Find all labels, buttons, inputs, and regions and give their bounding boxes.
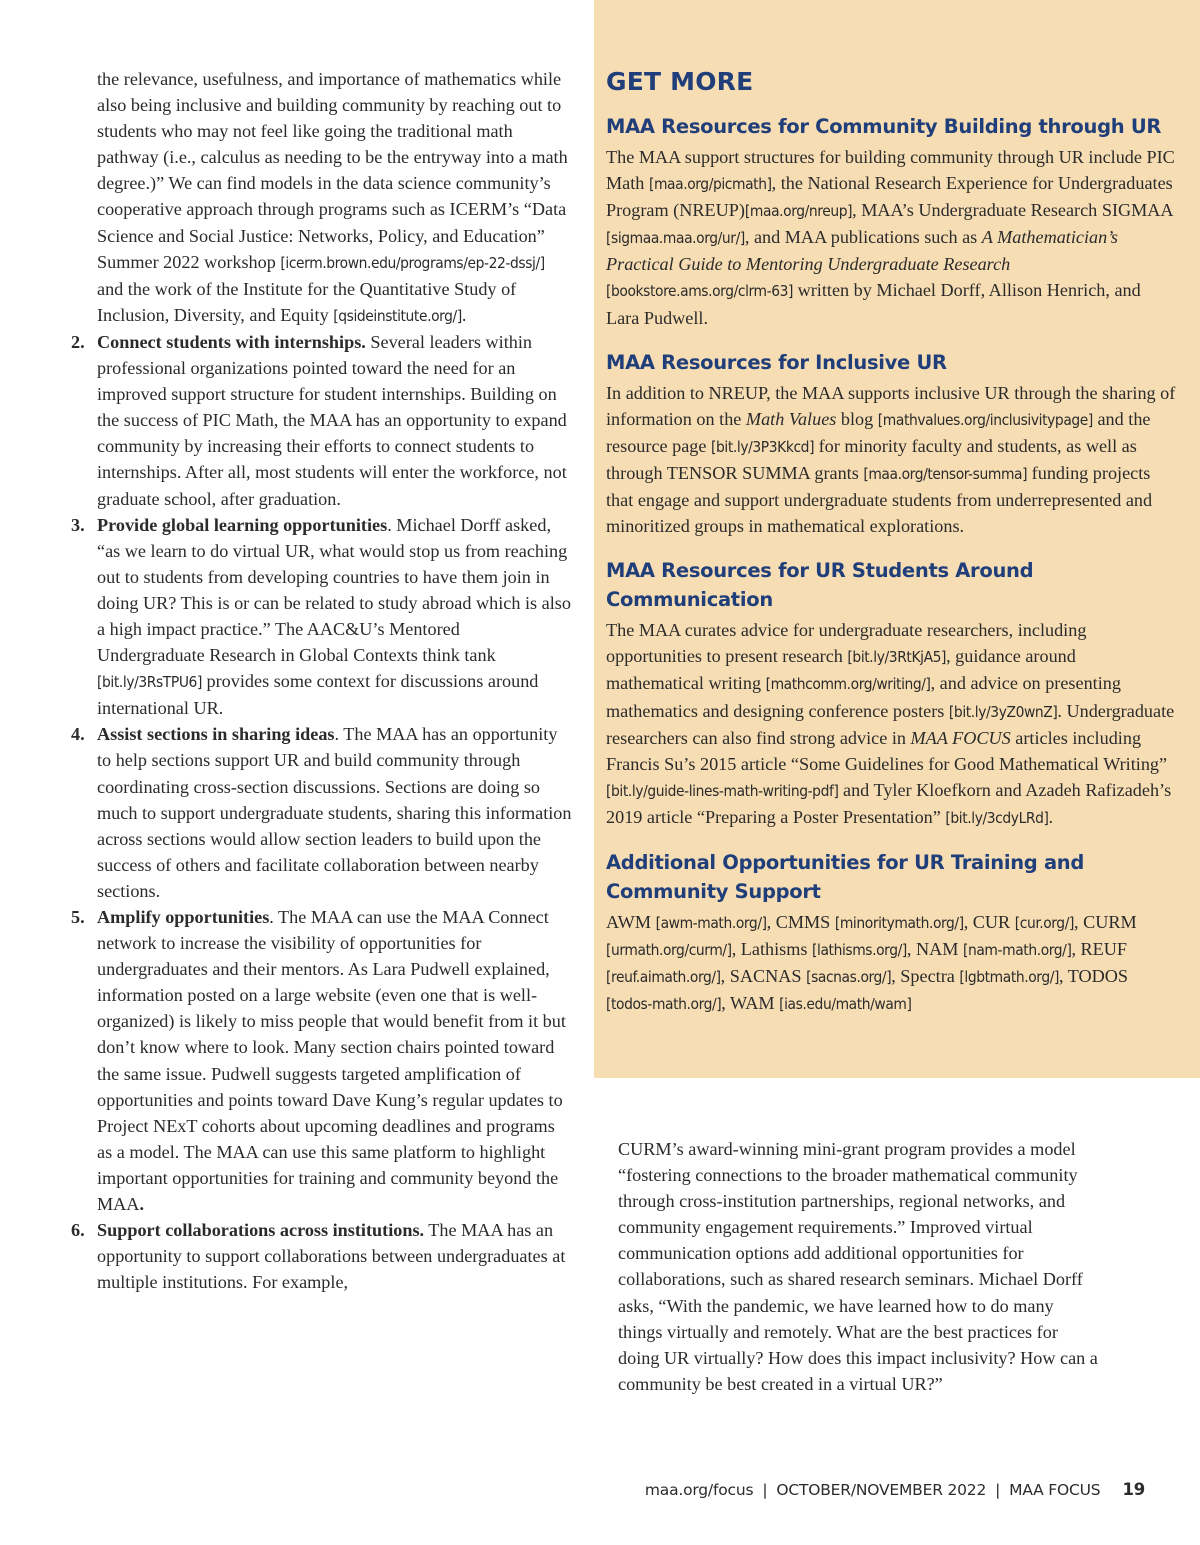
list-item-text: Several leaders within professional organizations pointed toward the need for an improved support structure for student internships. Building on the success of PIC Math, the MAA has an opportunity to expand community by increasing their efforts to connect students to internships. After all, most students will enter the workforce, not graduate school, after graduation. — [97, 331, 567, 509]
url-qside[interactable]: [qsideinstitute.org/] — [333, 306, 462, 325]
text-segment: . — [1048, 806, 1054, 827]
list-number: 5. — [71, 907, 85, 927]
text-segment: , NAM — [906, 939, 963, 960]
text-segment: , WAM — [721, 993, 780, 1014]
text-segment: blog — [836, 408, 878, 429]
text-segment: , MAA’s Undergraduate Research SIGMAA — [852, 200, 1173, 221]
text-segment: , guidance around mathematical writing — [606, 646, 1076, 694]
url-spectra[interactable]: [lgbtmath.org/] — [959, 968, 1059, 987]
footer-separator: | — [762, 1481, 768, 1499]
url-resource-page[interactable]: [bit.ly/3P3Kkcd] — [711, 437, 815, 456]
text-segment: , SACNAS — [720, 966, 807, 987]
text-segment: . — [461, 304, 467, 325]
text-segment: for minority faculty and students, as well as through TENSOR SUMMA grants — [606, 435, 1137, 483]
book-title: A Mathematician’s Practical Guide to Mentoring Undergraduate Research — [606, 227, 1119, 275]
sidebar-title: GET MORE — [606, 67, 754, 96]
url-nreup[interactable]: [maa.org/nreup] — [744, 202, 853, 221]
url-bookstore[interactable]: [bookstore.ams.org/clrm-63] — [606, 282, 794, 301]
text-segment: , CUR — [963, 911, 1015, 932]
list-item-text: . The MAA can use the MAA Connect network to increase the visibility of opportunities for undergraduates and their mentors. As Lara Pudwell explained, information posted on a large website (even one that is well-organized) is likely to miss people that would benefit from it but don’t know where to look. Many section chairs pointed toward the same issue. Pudwell suggests targeted amplification of opportunities and points toward Dave Kung’s regular updates to Project NExT cohorts about upcoming deadlines and programs as a model. The MAA can use this same platform to highlight important opportunities for training and community beyond the MAA — [97, 907, 566, 1215]
sidebar-paragraph-communication — [606, 617, 1176, 831]
url-mathcomm[interactable]: [mathcomm.org/writing/] — [765, 675, 931, 694]
page-number: 19 — [1122, 1480, 1145, 1499]
url-sacnas[interactable]: [sacnas.org/] — [806, 968, 892, 987]
list-item-lead: Connect students with internships. — [97, 331, 366, 352]
url-guidelines[interactable]: [bit.ly/guide-lines-math-writing-pdf] — [606, 781, 839, 800]
url-picmath[interactable]: [maa.org/picmath] — [648, 175, 772, 194]
text-segment: funding projects that engage and support undergraduate students from underrepresented and minoritized groups in mathematical explorations. — [606, 462, 1153, 537]
text-segment: In addition to NREUP, the MAA supports inclusive UR through the sharing of information on the — [606, 382, 1176, 429]
list-number: 2. — [71, 331, 85, 352]
text-segment: , Lathisms — [731, 939, 813, 960]
intro-paragraph — [67, 66, 572, 329]
text-segment: The MAA curates advice for undergraduate researchers, including opportunities to present research — [606, 620, 1087, 667]
sidebar-heading-inclusive: MAA Resources for Inclusive UR — [606, 350, 947, 374]
list-item-text: . The MAA has an opportunity to help sections support UR and build community through coordinating cross-section discussions. Sections are doing so much to support undergraduate students, sharing this information across sections would allow section leaders to build upon the success of others and facilitate collaboration between nearby sections. — [97, 724, 572, 901]
list-item-lead: Amplify opportunities — [97, 907, 270, 927]
footer-site[interactable]: maa.org/focus — [644, 1481, 754, 1499]
sidebar-paragraph-community — [606, 144, 1176, 331]
text-segment: , the National Research Experience for Undergraduates Program (NREUP) — [606, 173, 1173, 221]
text-segment: , REUF — [1071, 939, 1128, 960]
url-curm[interactable]: [urmath.org/curm/] — [606, 941, 732, 960]
get-more-sidebar — [594, 0, 1200, 1078]
text-segment: AWM — [606, 911, 656, 932]
list-item-lead: Provide global learning opportunities — [97, 514, 388, 535]
text-segment: , CMMS — [766, 911, 835, 932]
list-item-2 — [67, 329, 572, 512]
list-item-text: The MAA has an opportunity to support collaborations between undergraduates at multiple institutions. For example, — [97, 1220, 566, 1293]
sidebar-heading-additional: Additional Opportunities for UR Training and Community Support — [606, 850, 1085, 903]
sidebar-heading-communication: MAA Resources for UR Students Around Communication — [606, 559, 1034, 612]
text-segment: The MAA support structures for building community through UR include PIC Math — [606, 147, 1175, 194]
sidebar-content — [606, 64, 1176, 1017]
text-segment: articles including Francis Su’s 2015 article “Some Guidelines for Good Mathematical Writing” — [606, 727, 1168, 774]
url-tensor-summa[interactable]: [maa.org/tensor-summa] — [863, 464, 1028, 483]
list-number: 3. — [71, 514, 85, 535]
list-item-6 — [67, 1217, 572, 1295]
list-item-5 — [67, 904, 572, 1217]
url-wam[interactable]: [ias.edu/math/wam] — [779, 995, 912, 1014]
text-segment: and Tyler Kloefkorn and Azadeh Rafizadeh’s 2019 article “Preparing a Poster Presentation” — [606, 779, 1172, 827]
url-cmms[interactable]: [minoritymath.org/] — [834, 913, 964, 932]
url-global-contexts[interactable]: [bit.ly/3RsTPU6] — [97, 673, 202, 692]
list-item-lead: Support collaborations across institutions. — [97, 1220, 425, 1241]
sidebar-paragraph-inclusive — [606, 380, 1176, 540]
url-sigmaa[interactable]: [sigmaa.maa.org/ur/] — [606, 229, 745, 248]
magazine-title: MAA FOCUS — [910, 727, 1011, 748]
url-nam[interactable]: [nam-math.org/] — [962, 941, 1072, 960]
list-item-lead: Assist sections in sharing ideas — [97, 724, 335, 745]
list-number: 4. — [71, 724, 85, 745]
text-segment: the relevance, usefulness, and importance of mathematics while also being inclusive and building community by reaching out to students who may not feel like going the traditional math pathway (i.e., calculus as needing to be the entryway into a math degree.)” We can find models in the data science community’s cooperative approach through programs such as ICERM’s “Data Science and Social Justice: Networks, Policy, and Education” Summer 2022 workshop — [97, 69, 568, 272]
list-number: 6. — [71, 1220, 85, 1241]
text-segment: , CURM — [1073, 911, 1137, 932]
text-segment: , TODOS — [1058, 966, 1129, 987]
footer-magazine: MAA FOCUS — [1009, 1481, 1101, 1499]
url-awm[interactable]: [awm-math.org/] — [655, 913, 767, 932]
url-mathvalues[interactable]: [mathvalues.org/inclusivitypage] — [877, 410, 1093, 429]
text-segment: written by Michael Dorff, Allison Henrich, and Lara Pudwell. — [606, 280, 1141, 328]
url-present-research[interactable]: [bit.ly/3RtKjA5] — [847, 648, 947, 667]
left-column — [67, 66, 572, 1295]
list-item-text: provides some context for discussions around international UR. — [97, 671, 539, 719]
right-column-paragraph: CURM’s award-winning mini-grant program provides a model “fostering connections to the broader mathematical community through cross-institution partnerships, regional networks, and community engagement requirements.” Improved virtual communication options add additional opportunities for collaborations, such as shared research seminars. Michael Dorff asks, “With the pandemic, we have learned how to do many things virtually and remotely. What are the best practices for doing UR virtually? How does this impact inclusivity? How can a community be best created in a virtual UR?” — [618, 1139, 1098, 1394]
url-poster-presentation[interactable]: [bit.ly/3cdyLRd] — [945, 808, 1049, 827]
sidebar-paragraph-additional — [606, 909, 1176, 1017]
text-segment: and the resource page — [606, 408, 1151, 456]
url-cur[interactable]: [cur.org/] — [1014, 913, 1074, 932]
url-lathisms[interactable]: [lathisms.org/] — [812, 941, 907, 960]
blog-title: Math Values — [745, 408, 837, 429]
text-segment: , and MAA publications such as — [744, 227, 982, 248]
footer-issue: OCTOBER/NOVEMBER 2022 — [776, 1481, 987, 1499]
list-item-text: . — [139, 1194, 144, 1215]
text-segment: , and advice on presenting mathematics and designing conference posters — [606, 673, 1121, 721]
text-segment: , Spectra — [891, 966, 960, 987]
page-footer — [645, 1480, 1145, 1499]
list-item-3 — [67, 512, 572, 722]
footer-separator: | — [995, 1481, 1001, 1499]
url-posters[interactable]: [bit.ly/3yZ0wnZ] — [948, 702, 1058, 721]
url-todos[interactable]: [todos-math.org/] — [606, 995, 722, 1014]
sidebar-heading-community: MAA Resources for Community Building through UR — [606, 115, 1162, 138]
url-icerm[interactable]: [icerm.brown.edu/programs/ep-22-dssj/] — [280, 253, 545, 272]
right-column — [618, 1136, 1098, 1397]
url-reuf[interactable]: [reuf.aimath.org/] — [606, 968, 721, 987]
list-item-4 — [67, 721, 572, 904]
text-segment: . Undergraduate researchers can also find strong advice in — [606, 700, 1175, 748]
text-segment: and the work of the Institute for the Quantitative Study of Inclusion, Diversity, and Equity — [97, 278, 517, 325]
list-item-text: . Michael Dorff asked, “as we learn to do virtual UR, what would stop us from reaching out to students from developing countries to have them join in doing UR? This is or can be related to study abroad which is also a high impact practice.” The AAC&U’s Mentored Undergraduate Research in Global Contexts think tank — [97, 514, 571, 666]
